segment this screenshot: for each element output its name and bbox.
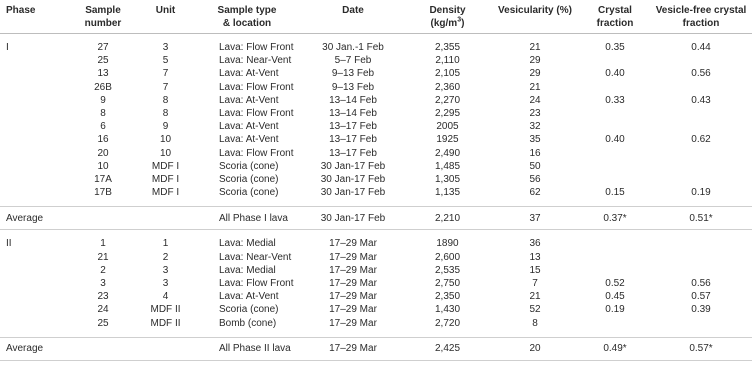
phase-cell	[0, 290, 68, 303]
phase-cell	[0, 264, 68, 277]
crystal-fraction-cell: 0.40	[605, 68, 625, 80]
sample-type-cell: Scoria (cone)	[219, 174, 279, 186]
vesicularity-cell: 36	[529, 238, 541, 250]
empty-cell	[68, 337, 138, 360]
header-crystal-fraction	[580, 0, 650, 34]
average-vesicularity-cell: 37	[490, 207, 580, 230]
vesicularity-cell: 21	[529, 291, 541, 303]
average-date-cell: 17–29 Mar	[301, 337, 405, 360]
average-crystal-fraction-cell: 0.49*	[580, 337, 650, 360]
unit-cell: 4	[162, 291, 169, 303]
vesicle-free-crystal-fraction-cell	[650, 237, 752, 250]
average-density-cell: 2,210	[405, 207, 490, 230]
vesicularity-cell: 23	[529, 108, 541, 120]
table-row	[0, 147, 752, 160]
vesicle-free-crystal-fraction-cell	[650, 54, 752, 67]
density-cell: 1890	[436, 238, 459, 250]
sample-type-cell: Lava: Flow Front	[219, 108, 294, 120]
vesicle-free-crystal-fraction-cell: 0.56	[691, 278, 711, 290]
vesicle-free-crystal-fraction-cell	[650, 81, 752, 94]
crystal-fraction-cell: 0.33	[605, 94, 625, 106]
header-density	[405, 0, 490, 34]
vesicle-free-crystal-fraction-cell: 0.62	[691, 134, 711, 146]
phase-cell	[0, 160, 68, 173]
date-cell: 17–29 Mar	[329, 238, 377, 250]
table-row	[0, 264, 752, 277]
vesicle-free-crystal-fraction-cell	[650, 107, 752, 120]
sample-number-cell: 24	[97, 304, 109, 316]
unit-cell: 7	[162, 68, 169, 80]
table-row	[0, 54, 752, 67]
vesicle-free-crystal-fraction-cell	[650, 147, 752, 160]
header-unit	[138, 0, 193, 34]
phase-cell	[0, 133, 68, 146]
density-cell: 2,490	[434, 147, 461, 159]
crystal-fraction-cell	[580, 81, 650, 94]
sample-type-cell: Lava: At-Vent	[219, 291, 279, 303]
sample-type-cell: Lava: Flow Front	[219, 42, 294, 53]
header-sample-line2: number	[84, 18, 122, 29]
sample-type-cell: Bomb (cone)	[219, 317, 277, 329]
unit-cell: 3	[162, 278, 169, 290]
table-row	[0, 120, 752, 133]
unit-cell: 9	[162, 121, 169, 133]
table-row	[0, 290, 752, 303]
vesicle-free-crystal-fraction-cell	[650, 317, 752, 330]
density-cell: 2,750	[434, 278, 461, 290]
density-cell: 1925	[436, 134, 459, 146]
date-cell: 30 Jan-17 Feb	[320, 160, 386, 172]
table-row	[0, 186, 752, 199]
sample-number-cell: 16	[97, 134, 109, 146]
unit-cell: 10	[159, 134, 172, 146]
date-cell: 17–29 Mar	[329, 304, 377, 316]
header-sample-type	[193, 0, 301, 34]
date-cell: 5–7 Feb	[334, 55, 372, 67]
empty-cell	[138, 207, 193, 230]
header-vesicularity	[490, 0, 580, 34]
average-label-cell: Average	[0, 207, 68, 230]
header-date	[301, 0, 405, 34]
vesicle-free-crystal-fraction-cell	[650, 251, 752, 264]
sample-number-cell: 23	[97, 291, 109, 303]
date-cell: 30 Jan-17 Feb	[320, 174, 386, 186]
sample-number-cell: 6	[100, 121, 106, 133]
density-cell: 2,360	[434, 81, 461, 93]
sample-number-cell: 9	[100, 94, 106, 106]
phase-cell	[0, 317, 68, 330]
average-row	[0, 337, 752, 360]
header-phase	[0, 0, 68, 34]
phase-cell	[0, 303, 68, 316]
date-cell: 13–14 Feb	[329, 108, 377, 120]
density-cell: 2,355	[434, 42, 461, 53]
vesicularity-cell: 21	[529, 42, 541, 53]
table-row	[0, 277, 752, 290]
density-cell: 2,295	[434, 108, 461, 120]
unit-cell: MDF II	[150, 304, 181, 316]
spacer-row	[0, 330, 752, 338]
average-row	[0, 207, 752, 230]
header-vesicle-free-crystal-fraction	[650, 0, 752, 34]
average-crystal-fraction-cell: 0.37*	[580, 207, 650, 230]
crystal-fraction-cell: 0.52	[605, 278, 625, 290]
table-row	[0, 251, 752, 264]
spacer-row	[0, 34, 752, 42]
sample-number-cell: 2	[100, 264, 106, 276]
phase-cell	[0, 251, 68, 264]
sample-type-cell: Lava: At-Vent	[219, 68, 279, 80]
table-row	[0, 237, 752, 250]
phase-cell	[0, 277, 68, 290]
phase-cell	[0, 67, 68, 80]
vesicularity-cell: 7	[532, 278, 538, 290]
density-cell: 2005	[436, 121, 459, 133]
average-density-cell: 2,425	[405, 337, 490, 360]
table-header	[0, 0, 752, 34]
sample-number-cell: 27	[97, 42, 109, 53]
vesicularity-cell: 56	[529, 174, 541, 186]
vesicle-free-crystal-fraction-cell: 0.44	[691, 42, 711, 53]
crystal-fraction-cell	[580, 107, 650, 120]
phase-cell	[0, 186, 68, 199]
average-vfc-cell: 0.51*	[650, 207, 752, 230]
header-phase-label: Phase	[6, 5, 36, 16]
sample-number-cell: 25	[97, 317, 109, 329]
table-row	[0, 317, 752, 330]
sample-type-cell: Lava: Flow Front	[219, 147, 294, 159]
header-type-line1: Sample type	[217, 5, 277, 16]
average-vesicularity-cell: 20	[490, 337, 580, 360]
average-date-cell: 30 Jan-17 Feb	[301, 207, 405, 230]
unit-cell: MDF I	[151, 187, 180, 199]
sample-type-cell: Lava: Medial	[219, 238, 276, 250]
crystal-fraction-cell	[580, 173, 650, 186]
crystal-fraction-cell	[580, 54, 650, 67]
spacer-row	[0, 230, 752, 238]
table-row	[0, 94, 752, 107]
date-cell: 17–29 Mar	[329, 264, 377, 276]
sample-type-cell: Lava: Medial	[219, 264, 276, 276]
vesicle-free-crystal-fraction-cell	[650, 173, 752, 186]
phase-cell	[0, 147, 68, 160]
average-type-cell: All Phase I lava	[193, 207, 301, 230]
sample-type-cell: Lava: Near-Vent	[219, 55, 292, 67]
unit-cell: 3	[162, 264, 169, 276]
date-cell: 30 Jan.-1 Feb	[322, 42, 384, 53]
table-row	[0, 160, 752, 173]
vesicularity-cell: 24	[529, 94, 541, 106]
table-row	[0, 133, 752, 146]
density-cell: 1,305	[434, 174, 461, 186]
sample-type-cell: Lava: At-Vent	[219, 121, 279, 133]
empty-cell	[68, 207, 138, 230]
average-vfc-cell: 0.57*	[650, 337, 752, 360]
density-cell: 1,485	[434, 160, 461, 172]
sample-type-cell: Lava: Flow Front	[219, 81, 294, 93]
sample-type-cell: Scoria (cone)	[219, 160, 279, 172]
unit-cell: 2	[162, 251, 169, 263]
spacer-cell	[0, 34, 752, 42]
vesicularity-cell: 21	[529, 81, 541, 93]
date-cell: 13–17 Feb	[329, 147, 377, 159]
header-type-line2: & location	[222, 18, 272, 29]
spacer-cell	[0, 199, 752, 207]
sample-type-cell: Lava: Flow Front	[219, 278, 294, 290]
crystal-fraction-cell	[580, 160, 650, 173]
phase-cell	[0, 120, 68, 133]
unit-cell: 8	[162, 108, 169, 120]
phase-cell	[0, 107, 68, 120]
vesicle-free-crystal-fraction-cell: 0.19	[691, 187, 711, 199]
phase-cell: I	[6, 42, 9, 53]
date-cell: 13–17 Feb	[329, 121, 377, 133]
density-cell: 1,135	[434, 187, 461, 199]
sample-number-cell: 21	[97, 251, 109, 263]
vesicle-free-crystal-fraction-cell	[650, 264, 752, 277]
vesicularity-cell: 32	[529, 121, 541, 133]
table-row	[0, 107, 752, 120]
vesicularity-cell: 8	[532, 317, 538, 329]
date-cell: 17–29 Mar	[329, 291, 377, 303]
empty-cell	[138, 337, 193, 360]
vesicularity-cell: 62	[529, 187, 541, 199]
table-row	[0, 41, 752, 54]
sample-type-cell: Lava: Near-Vent	[219, 251, 292, 263]
density-cell: 2,535	[434, 264, 461, 276]
vesicle-free-crystal-fraction-cell: 0.56	[691, 68, 711, 80]
sample-type-cell: Scoria (cone)	[219, 187, 279, 199]
table-row	[0, 67, 752, 80]
header-sample-number	[68, 0, 138, 34]
vesicularity-cell: 29	[529, 68, 541, 80]
header-density-sup: 3	[457, 16, 462, 24]
sample-number-cell: 8	[100, 108, 106, 120]
spacer-row	[0, 199, 752, 207]
sample-number-cell: 20	[97, 147, 109, 159]
unit-cell: 3	[162, 42, 169, 53]
header-density-line1: Density	[429, 5, 466, 16]
date-cell: 17–29 Mar	[329, 251, 377, 263]
date-cell: 17–29 Mar	[329, 317, 377, 329]
sample-number-cell: 13	[97, 68, 109, 80]
header-vfc-line2: fraction	[682, 18, 720, 29]
crystal-fraction-cell	[580, 120, 650, 133]
unit-cell: 1	[162, 238, 169, 250]
phase-cell: II	[6, 238, 12, 250]
crystal-fraction-cell: 0.35	[605, 42, 625, 53]
date-cell: 13–17 Feb	[329, 134, 377, 146]
unit-cell: MDF I	[151, 174, 180, 186]
spacer-cell	[0, 230, 752, 238]
header-crystal-line2: fraction	[596, 18, 634, 29]
crystal-fraction-cell	[580, 317, 650, 330]
density-cell: 2,350	[434, 291, 461, 303]
phase-cell	[0, 94, 68, 107]
unit-cell: MDF I	[151, 160, 180, 172]
sample-number-cell: 1	[100, 238, 106, 250]
sample-number-cell: 26B	[94, 81, 112, 93]
vesicularity-cell: 29	[529, 55, 541, 67]
density-cell: 2,720	[434, 317, 461, 329]
vesicularity-cell: 35	[529, 134, 541, 146]
header-unit-label: Unit	[155, 5, 176, 16]
phase-cell	[0, 81, 68, 94]
vesicle-free-crystal-fraction-cell: 0.57	[691, 291, 711, 303]
sample-number-cell: 25	[97, 55, 109, 67]
table-row	[0, 303, 752, 316]
header-vesicularity-label: Vesicularity (%)	[498, 5, 572, 16]
sample-number-cell: 17A	[94, 174, 112, 186]
header-vfc-line1: Vesicle-free crystal	[655, 5, 747, 16]
average-label-cell: Average	[0, 337, 68, 360]
date-cell: 30 Jan-17 Feb	[320, 187, 386, 199]
crystal-fraction-cell: 0.40	[605, 134, 625, 146]
date-cell: 13–14 Feb	[329, 94, 377, 106]
sample-type-cell: Lava: At-Vent	[219, 94, 279, 106]
density-cell: 2,270	[434, 94, 461, 106]
density-cell: 2,110	[435, 55, 460, 67]
unit-cell: MDF II	[150, 317, 181, 329]
sample-type-cell: Lava: At-Vent	[219, 134, 279, 146]
unit-cell: 8	[162, 94, 169, 106]
date-cell: 9–13 Feb	[331, 68, 375, 80]
vesicularity-cell: 52	[529, 304, 541, 316]
unit-cell: 10	[159, 147, 172, 159]
unit-cell: 7	[162, 81, 169, 93]
date-cell: 9–13 Feb	[331, 81, 375, 93]
crystal-fraction-cell	[580, 251, 650, 264]
sample-type-cell: Scoria (cone)	[219, 304, 279, 316]
table-row	[0, 81, 752, 94]
header-crystal-line1: Crystal	[598, 5, 632, 16]
header-sample-line1: Sample	[85, 5, 121, 16]
vesicle-free-crystal-fraction-cell	[650, 120, 752, 133]
phase-cell	[0, 54, 68, 67]
vesicularity-cell: 16	[529, 147, 541, 159]
table-body	[0, 34, 752, 361]
table-row	[0, 173, 752, 186]
density-cell: 2,600	[434, 251, 461, 263]
unit-cell: 5	[162, 55, 169, 67]
vesicularity-cell: 13	[529, 251, 541, 263]
vesicle-free-crystal-fraction-cell: 0.39	[691, 304, 711, 316]
vesicularity-cell: 50	[529, 160, 541, 172]
vesicle-free-crystal-fraction-cell	[650, 160, 752, 173]
sample-number-cell: 10	[97, 160, 109, 172]
header-date-label: Date	[342, 5, 364, 16]
header-density-close: )	[461, 18, 465, 29]
vesicle-free-crystal-fraction-cell: 0.43	[691, 94, 711, 106]
sample-number-cell: 3	[100, 278, 106, 290]
spacer-cell	[0, 330, 752, 338]
vesicularity-cell: 15	[529, 264, 541, 276]
crystal-fraction-cell: 0.19	[605, 304, 625, 316]
average-type-cell: All Phase II lava	[193, 337, 301, 360]
density-cell: 1,430	[434, 304, 461, 316]
sample-number-cell: 17B	[94, 187, 112, 199]
crystal-fraction-cell: 0.45	[605, 291, 625, 303]
crystal-fraction-cell	[580, 237, 650, 250]
phase-cell	[0, 173, 68, 186]
density-cell: 2,105	[434, 68, 461, 80]
crystal-fraction-cell	[580, 147, 650, 160]
date-cell: 17–29 Mar	[329, 278, 377, 290]
crystal-fraction-cell: 0.15	[605, 187, 625, 199]
header-density-line2: (kg/m	[430, 18, 458, 29]
crystal-fraction-cell	[580, 264, 650, 277]
